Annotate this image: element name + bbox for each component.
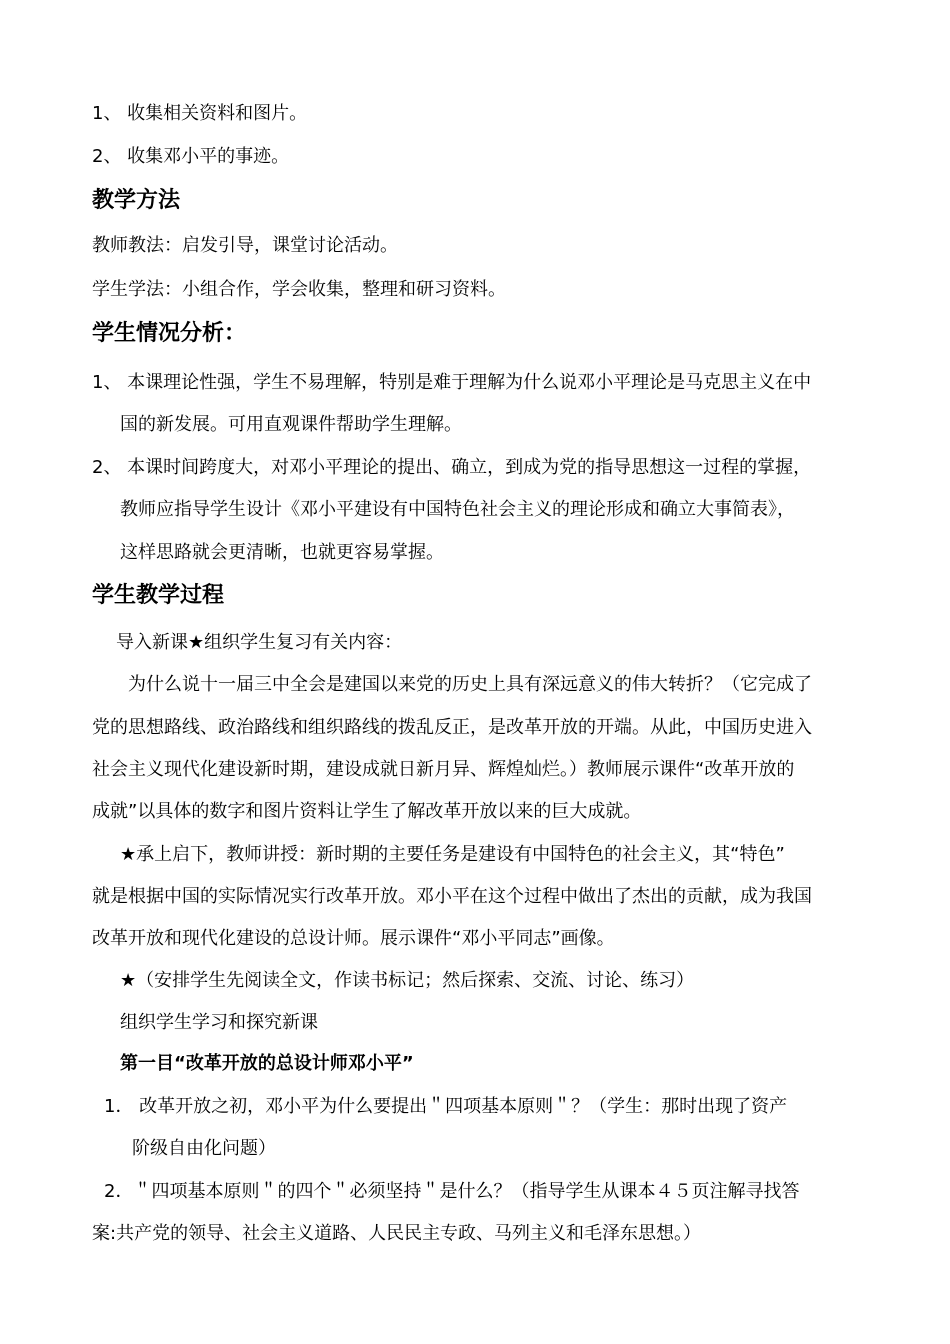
paragraph-4: 组织学生学习和探究新课 xyxy=(120,1012,318,1033)
prep-item-1: 1、 收集相关资料和图片。 xyxy=(92,103,308,124)
paragraph-1-line-3: 社会主义现代化建设新时期，建设成就日新月异、辉煌灿烂。）教师展示课件“改革开放的 xyxy=(92,759,795,780)
paragraph-2-line-1: ★承上启下，教师讲授：新时期的主要任务是建设有中国特色的社会主义，其“特色” xyxy=(120,844,785,865)
question-1-line-2: 阶级自由化问题） xyxy=(132,1138,276,1159)
paragraph-1-line-4: 成就”以具体的数字和图片资料让学生了解改革开放以来的巨大成就。 xyxy=(92,801,642,822)
student-method: 学生学法：小组合作，学会收集，整理和研习资料。 xyxy=(92,279,506,300)
analysis-item-1-line-2: 国的新发展。可用直观课件帮助学生理解。 xyxy=(120,414,462,435)
paragraph-2-line-2: 就是根据中国的实际情况实行改革开放。邓小平在这个过程中做出了杰出的贡献，成为我国 xyxy=(92,886,812,907)
section-title: 第一目“改革开放的总设计师邓小平” xyxy=(120,1053,414,1074)
analysis-item-2-line-1: 2、 本课时间跨度大，对邓小平理论的提出、确立，到成为党的指导思想这一过程的掌握， xyxy=(92,457,812,478)
process-heading: 学生教学过程 xyxy=(92,583,225,608)
analysis-item-1-line-1: 1、 本课理论性强，学生不易理解，特别是难于理解为什么说邓小平理论是马克思主义在中 xyxy=(92,372,812,393)
methods-heading: 教学方法 xyxy=(92,188,181,213)
process-intro: 导入新课★组织学生复习有关内容： xyxy=(116,632,403,653)
question-2-line-1: 2．＂四项基本原则＂的四个＂必须坚持＂是什么？（指导学生从课本４５页注解寻找答 xyxy=(104,1181,800,1202)
question-1-line-1: 1． 改革开放之初，邓小平为什么要提出＂四项基本原则＂？（学生：那时出现了资产 xyxy=(104,1096,788,1117)
paragraph-1-line-1: 为什么说十一届三中全会是建国以来党的历史上具有深远意义的伟大转折？（它完成了 xyxy=(128,674,812,695)
analysis-heading: 学生情况分析： xyxy=(92,321,247,346)
question-2-line-2: 案:共产党的领导、社会主义道路、人民民主专政、马列主义和毛泽东思想。） xyxy=(92,1223,702,1244)
analysis-item-2-line-2: 教师应指导学生设计《邓小平建设有中国特色社会主义的理论形成和确立大事简表》， xyxy=(120,499,795,520)
paragraph-1-line-2: 党的思想路线、政治路线和组织路线的拨乱反正，是改革开放的开端。从此，中国历史进入 xyxy=(92,717,812,738)
teacher-method: 教师教法：启发引导，课堂讨论活动。 xyxy=(92,235,398,256)
prep-item-2: 2、 收集邓小平的事迹。 xyxy=(92,146,290,167)
analysis-item-2-line-3: 这样思路就会更清晰，也就更容易掌握。 xyxy=(120,542,444,563)
paragraph-2-line-3: 改革开放和现代化建设的总设计师。展示课件“邓小平同志”画像。 xyxy=(92,928,615,949)
paragraph-3: ★（安排学生先阅读全文，作读书标记；然后探索、交流、讨论、练习） xyxy=(120,970,695,991)
